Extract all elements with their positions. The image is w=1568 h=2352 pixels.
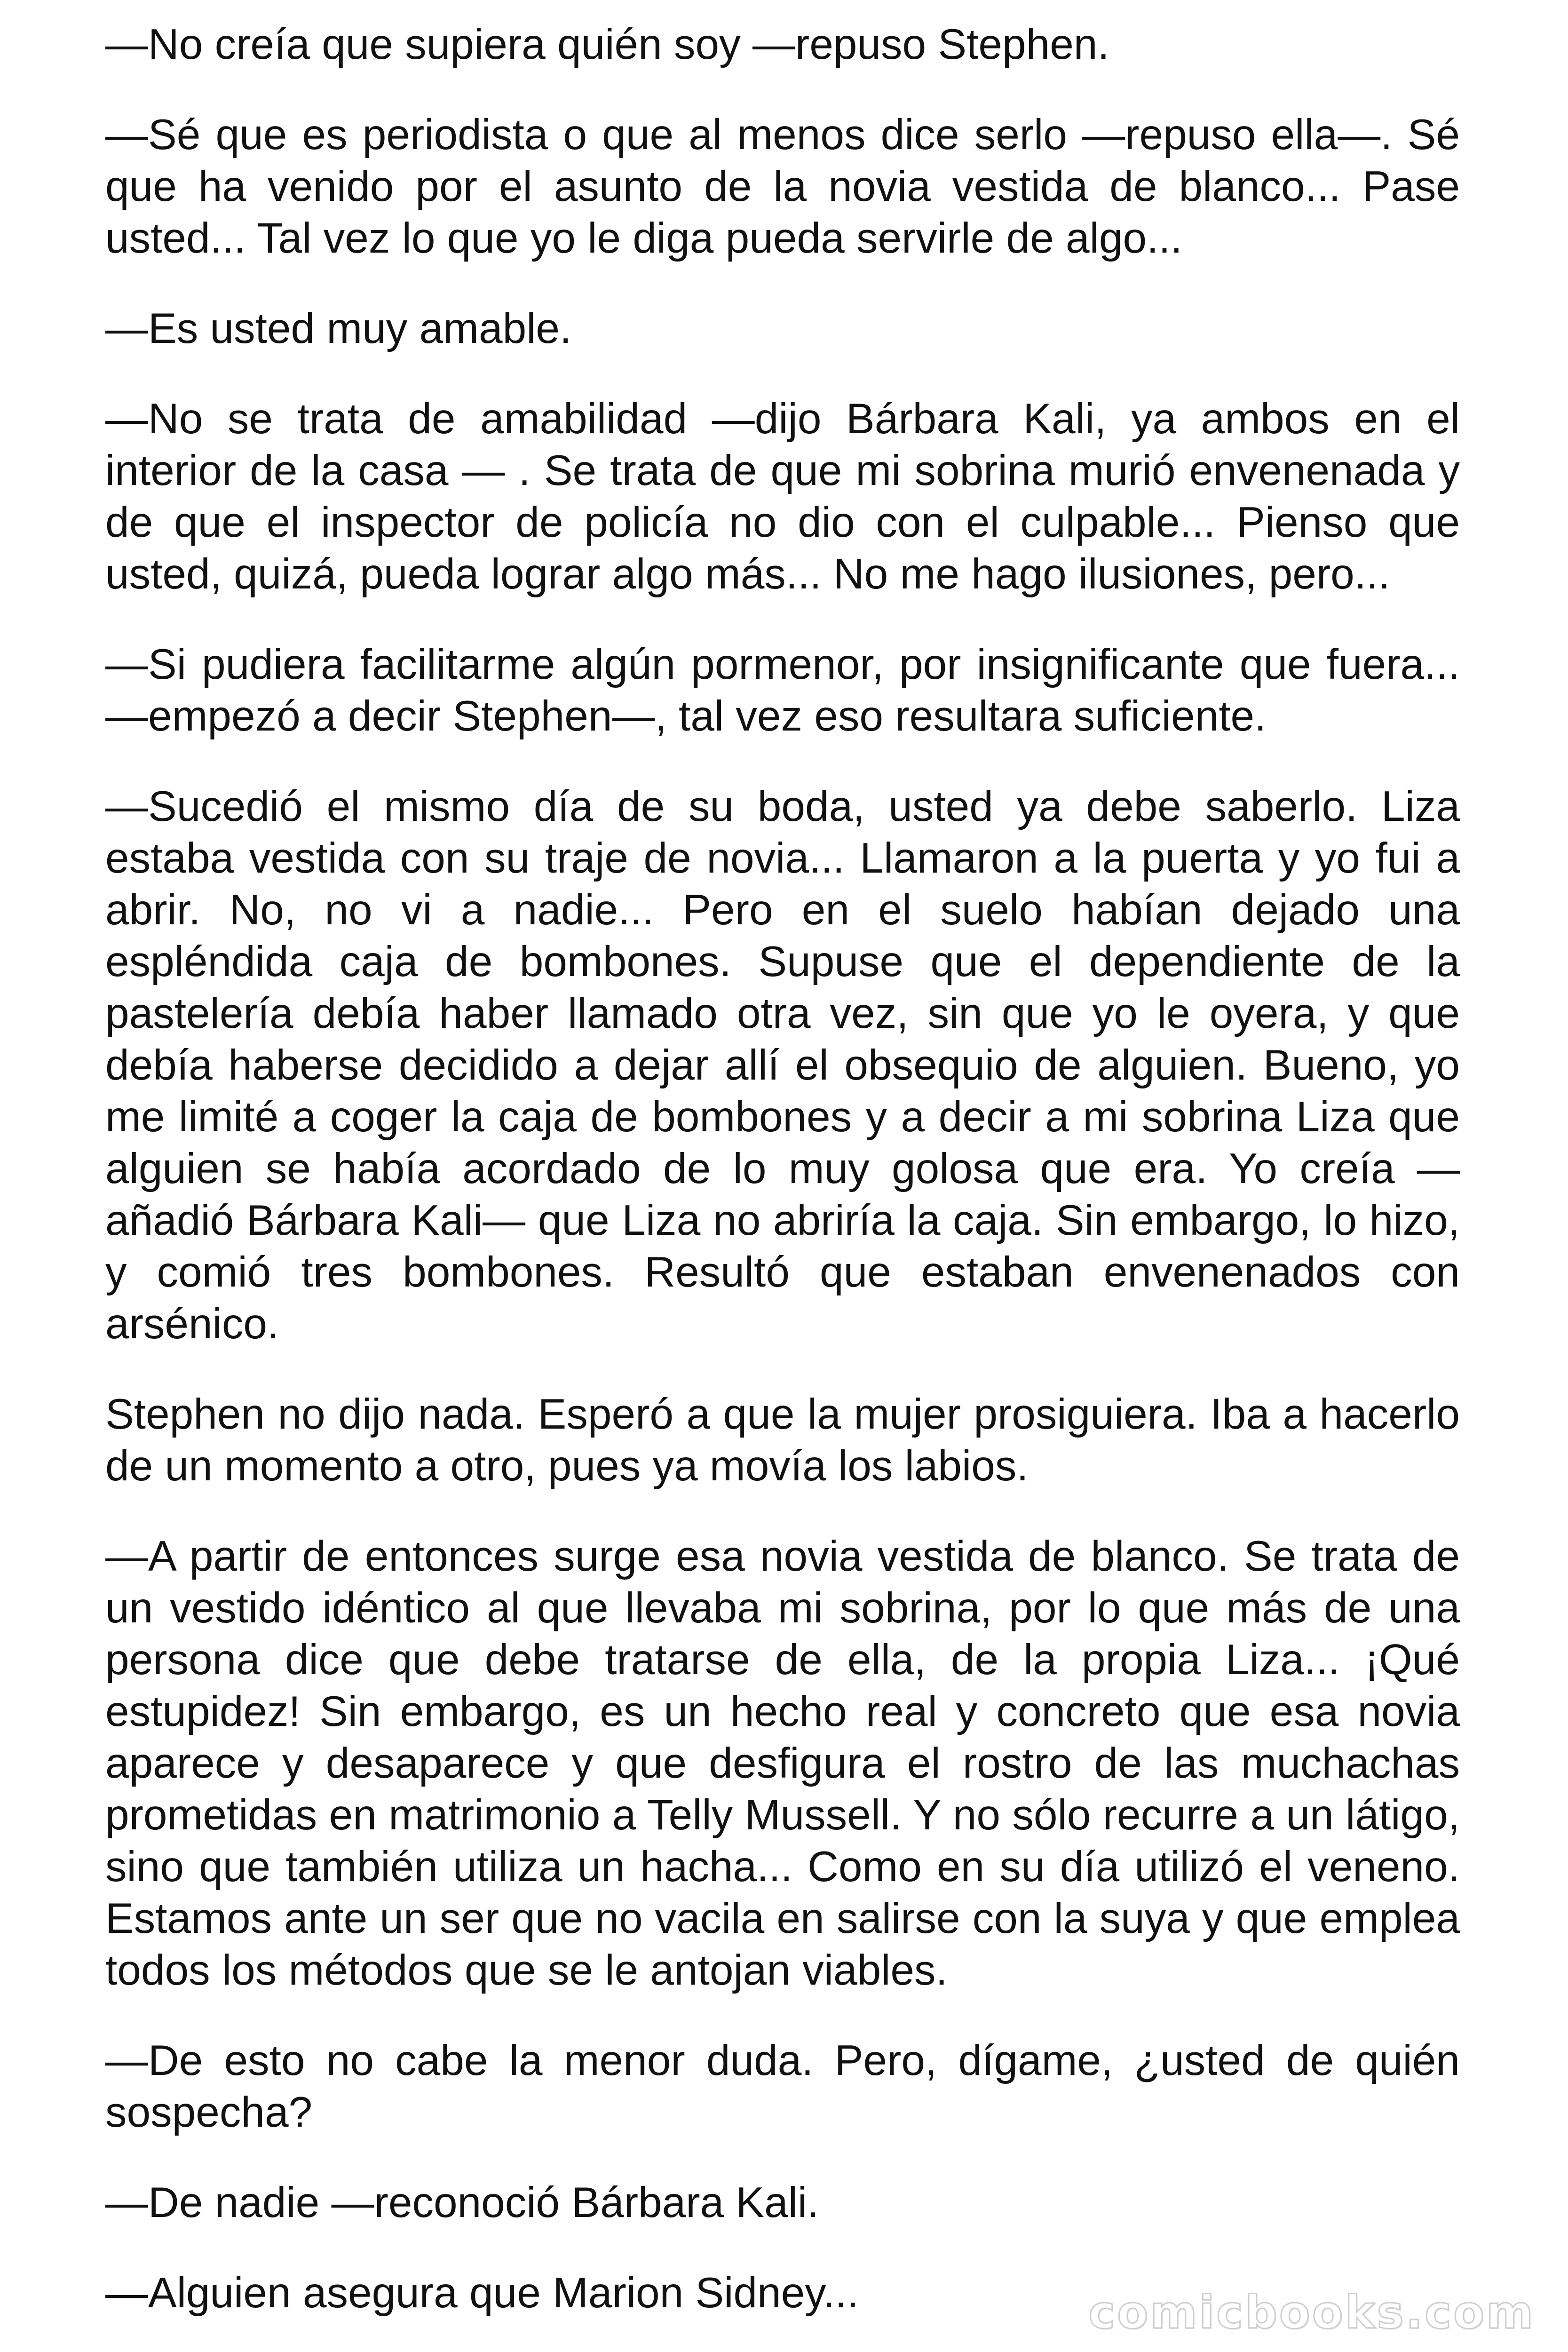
paragraph-7: Stephen no dijo nada. Esperó a que la mujer prosiguiera. Iba a hacerlo de un momento a otro, pues ya movía los labios. xyxy=(105,1391,1460,1490)
paragraph-2: —Sé que es periodista o que al menos dice serlo —repuso ella—. Sé que ha venido por el asunto de la novia vestida de blanco... Pase usted... Tal vez lo que yo le diga pueda servirle de algo... xyxy=(105,111,1460,262)
page-text xyxy=(105,19,1460,2352)
paragraph-3: —Es usted muy amable. xyxy=(105,305,572,352)
watermark: comicbooks.com xyxy=(1088,2286,1535,2339)
paragraph-8: —A partir de entonces surge esa novia vestida de blanco. Se trata de un vestido idéntico al que llevaba mi sobrina, por lo que más de una persona dice que debe tratarse de ella, de la propia Liza... ¡Qué estupidez! Sin embargo, es un hecho real y concreto que esa novia aparece y desaparece y que desfigura el rostro de las muchachas prometidas en matrimonio a Telly Mussell. Y no sólo recurre a un látigo, sino que también utiliza un hacha... Como en su día utilizó el veneno. Estamos ante un ser que no vacila en salirse con la suya y que emplea todos los métodos que se le antojan viables. xyxy=(105,1533,1460,1994)
paragraph-1: —No creía que supiera quién soy —repuso Stephen. xyxy=(105,21,1109,68)
paragraph-5: —Si pudiera facilitarme algún pormenor, por insignificante que fuera... —empezó a decir Stephen—, tal vez eso resultara suficiente. xyxy=(105,641,1460,740)
paragraph-10: —De nadie —reconoció Bárbara Kali. xyxy=(105,2179,819,2226)
paragraph-4: —No se trata de amabilidad —dijo Bárbara Kali, ya ambos en el interior de la casa — . Se trata de que mi sobrina murió envenenada y de que el inspector de policía no dio con el culpable... Pienso que usted, quizá, pueda lograr algo más... No me hago ilusiones, pero... xyxy=(105,395,1460,598)
paragraph-11: —Alguien asegura que Marion Sidney... xyxy=(105,2269,859,2317)
paragraph-6: —Sucedió el mismo día de su boda, usted ya debe saberlo. Liza estaba vestida con su traje de novia... Llamaron a la puerta y yo fui a abrir. No, no vi a nadie... Pero en el suelo habían dejado una espléndida caja de bombones. Supuse que el dependiente de la pastelería debía haber llamado otra vez, sin que yo le oyera, y que debía haberse decidido a dejar allí el obsequio de alguien. Bueno, yo me limité a coger la caja de bombones y a decir a mi sobrina Liza que alguien se había acordado de lo muy golosa que era. Yo creía — añadió Bárbara Kali— que Liza no abriría la caja. Sin embargo, lo hizo, y comió tres bombones. Resultó que estaban envenenados con arsénico. xyxy=(105,783,1460,1348)
paragraph-9: —De esto no cabe la menor duda. Pero, dígame, ¿usted de quién sospecha? xyxy=(105,2037,1460,2136)
